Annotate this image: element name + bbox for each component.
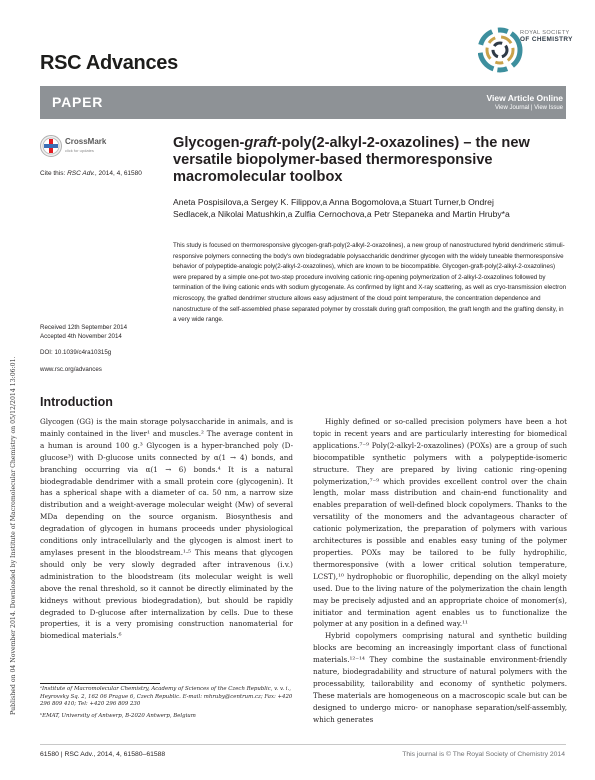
publication-side-note-text: Published on 04 November 2014. Downloaded by Institute of Macromolecular Chemistry on 05/12/2014 13:06:01. xyxy=(10,356,17,715)
citation-journal: RSC Adv. xyxy=(67,170,95,177)
abstract: This study is focused on thermoresponsive glycogen-graft-poly(2-alkyl-2-oxazolines), a new group of nanostructured hybrid dendrimeric stimuli-responsive polymers connecting the body's own biodegradable polysaccharidic dendrimer glycogen with the widely tuneable thermoresponsive behavior of polypeptide-analogic poly(2-alkyl-2-oxazolines), which are known to be biocompatible. Glycogen-graft-poly(2-alkyl-2-oxazolines) were prepared by a simple one-pot two-step procedure involving cationic ring-opening polymerization of 2-alkyl-2-oxazolines followed by termination of the living cationic ends with sodium glycogenate. As confirmed by light and X-ray scattering, as well as cryo-transmission electron microscopy, the grafted dendrimer structure allows easy adjustment of the cloud point temperature, the concentration dependence and nanostructure of the self-assembled phase separated polymer by crosstalk during graft composition, the graft length and the grafting density, in a very wide range. xyxy=(173,242,567,324)
journal-website-link[interactable]: www.rsc.org/advances xyxy=(40,366,102,373)
publisher-logo-line2: OF CHEMISTRY xyxy=(520,35,573,43)
article-title-part1: Glycogen- xyxy=(173,135,245,151)
footnote-a: ᵃInstitute of Macromolecular Chemistry, Academy of Sciences of the Czech Republic, v. v. i., Heyrovsky Sq. 2, 162 06 Prague 6, Czech Republic. E-mail: mhruby@centrum.cz; Fax: +420 296 809 410; Tel: +420 296 809 230 xyxy=(40,686,293,708)
publication-side-note xyxy=(0,95,17,715)
body-column-right xyxy=(313,416,567,726)
accepted-date: Accepted 4th November 2014 xyxy=(40,333,122,340)
crossmark-button[interactable] xyxy=(40,135,107,159)
footer-page-info: 61580 | RSC Adv., 2014, 4, 61580–61588 xyxy=(40,751,166,758)
author-list: Aneta Pospisilova,a Sergey K. Filippov,a Anna Bogomolova,a Stuart Turner,b Ondrej Sedlacek,a Nikolai Matushkin,a Zulfia Cernochova,a Petr Stepaneka and Martin Hruby*a xyxy=(173,197,510,219)
footnote-divider xyxy=(40,683,160,684)
publisher-logo-text xyxy=(520,30,573,44)
footer-divider xyxy=(40,744,566,745)
article-title xyxy=(173,135,573,186)
doi-link[interactable]: DOI: 10.1039/c4ra10315g xyxy=(40,349,112,356)
citation-prefix: Cite this: xyxy=(40,170,68,177)
article-title-italic: graft xyxy=(244,135,277,151)
view-journal-issue-links[interactable]: View Journal | View Issue xyxy=(494,105,563,111)
affiliation-footnotes xyxy=(40,686,298,720)
crossmark-title: CrossMark xyxy=(65,137,107,146)
view-article-online-link[interactable]: View Article Online xyxy=(486,93,563,103)
crossmark-icon xyxy=(40,135,62,157)
paragraph: Highly defined or so-called precision polymers have been a hot topic in recent years and are particularly interesting for biomedical applications.⁷⁻⁹ Poly(2-alkyl-2-oxazolines) (POXs) are a group of such biocompatible synthetic polymers with a polypeptide-isomeric structure. They are prepared by living cationic ring-opening polymerization,⁷⁻⁹ which provides excellent control over the chain length, molar mass distribution and chain-end functionality and enables preparation of well-defined block copolymers. Thanks to the versatility of the monomers and the advantageous character of cationic polymerization, the preparation of polymers with various architectures is possible and enables easy tuning of the polymer properties. POXs may be tailored to be fully hydrophilic, thermoresponsive (with a lower critical solution temperature, LCST),¹⁰ hydrophobic or fluorophilic, depending on the alkyl moiety used. Due to the living nature of the polymerization the chain length may be precisely adjusted and an appropriate choice of monomer(s), initiator and termination agent enables us to functionalize the polymer at any position in a defined way.¹¹ xyxy=(313,417,567,629)
footnote-b: ᵇEMAT, University of Antwerp, B-2020 Antwerp, Belgium xyxy=(40,712,196,719)
article-type-label: PAPER xyxy=(52,94,104,110)
received-date: Received 12th September 2014 xyxy=(40,324,128,331)
publisher-logo-line1: ROYAL SOCIETY xyxy=(520,30,570,36)
body-column-left xyxy=(40,416,293,642)
section-heading-introduction: Introduction xyxy=(40,395,113,409)
paragraph: Glycogen (GG) is the main storage polysaccharide in animals, and is mainly contained in the liver¹ and muscles.² The average content in a human is around 100 g.³ Glycogen is a hyper-branched poly (D-glucose³) with D-glucose units connected by α(1 → 4) bonds, and branching occurring via α(1 → 6) bonds.⁴ It is a natural biodegradable dendrimer with a small protein core (glycogenin). It has a spherical shape with a diameter of ca. 50 nm, a narrow size distribution and a weight-average molecular weight (Mw) of several MDa depending on the source organism. Biosynthesis and degradation of glycogen in humans proceeds under physiological conditions only intracellularly and the glycogen is almost inert to amylases present in the bloodstream.¹·⁵ This means that glycogen should only be very slowly degraded after intravenous (i.v.) administration to the bloodstream (its molecular weight is well above the renal threshold, so it cannot be directly eliminated by the kidneys without previous biodegradation), but should be rapidly degraded to D-glucose after internalization by cells. Due to these properties, it is a very promising construction nanomaterial for biomedical materials.⁶ xyxy=(40,417,293,641)
article-history xyxy=(40,323,127,341)
citation-details: , 2014, 4, 61580 xyxy=(94,170,142,177)
footer-copyright: This journal is © The Royal Society of Chemistry 2014 xyxy=(402,751,565,758)
royal-society-of-chemistry-logo xyxy=(478,20,562,78)
paragraph: Hybrid copolymers comprising natural and synthetic building blocks are becoming an increasingly important class of functional materials.¹²⁻¹⁴ They combine the sustainable environment-friendly nature, biodegradability and structure of natural polymers with the processability, tailorability and economy of synthetic polymers. These materials are homogeneous on a macroscopic scale but can be designed to undergo micro- or nanophase separation/self-assembly, which generates xyxy=(313,631,567,724)
crossmark-subtitle: click for updates xyxy=(65,148,94,153)
journal-name: RSC Advances xyxy=(40,52,178,74)
citation xyxy=(40,170,142,177)
article-title-part2: -poly(2-alkyl-2-oxazolines) – the new versatile biopolymer-based thermoresponsive macromolecular toolbox xyxy=(173,135,530,185)
